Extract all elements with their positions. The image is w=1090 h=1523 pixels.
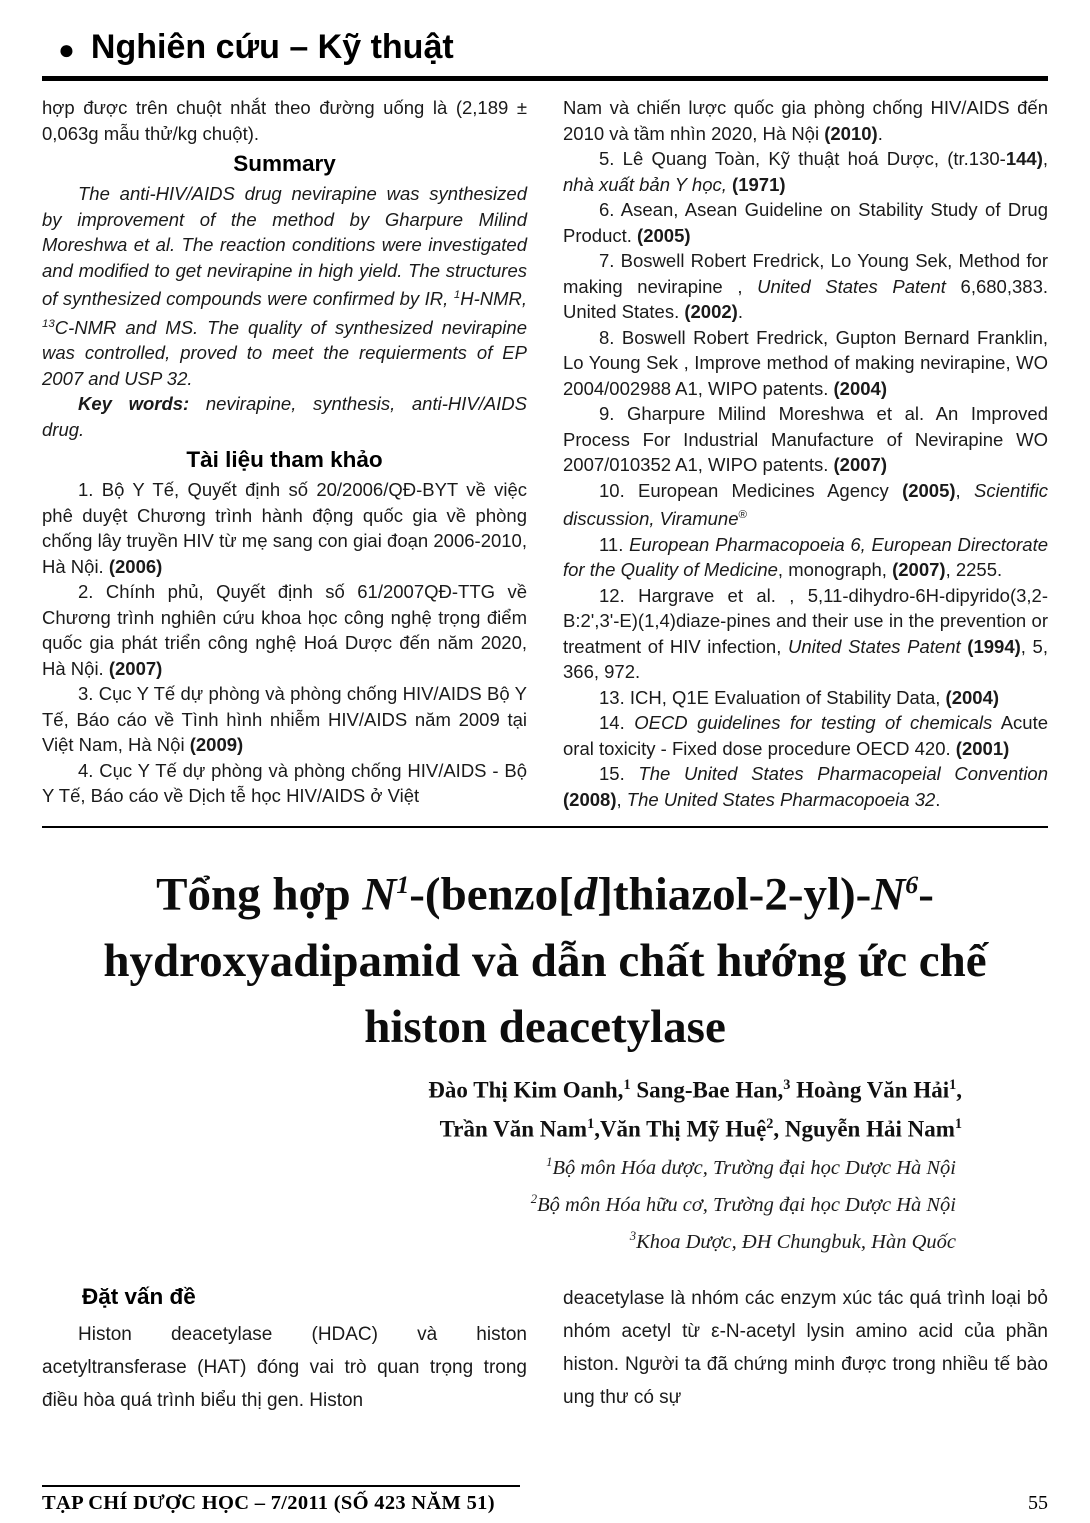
reference-item: 3. Cục Y Tế dự phòng và phòng chống HIV/AIDS Bộ Y Tế, Báo cáo về Tình hình nhiễm HIV/AIDS năm 2009 tại Việt Nam, Hà Nội (2009) (42, 683, 527, 756)
header-rule (42, 76, 1048, 81)
page-number: 55 (1028, 1492, 1048, 1514)
reference-item: 2. Chính phủ, Quyết định số 61/2007QĐ-TTG về Chương trình nghiên cứu khoa học công nghệ trọng điểm quốc gia phát triển công nghệ Hoá Dược đến năm 2020, Hà Nội. (2007) (42, 581, 527, 679)
reference-item: 5. Lê Quang Toàn, Kỹ thuật hoá Dược, (tr.130-144), nhà xuất bản Y học, (1971) (563, 148, 1048, 195)
reference-item: 6. Asean, Asean Guideline on Stability Study of Drug Product. (2005) (563, 199, 1048, 246)
intro-paragraph-left: Histon deacetylase (HDAC) và histon acetyltransferase (HAT) đóng vai trò quan trọng trong điều hòa quá trình biểu thị gen. Histon (42, 1323, 527, 1411)
bullet-icon: ● (58, 33, 75, 65)
title-line: hydroxyadipamid và dẫn chất hướng ức chế (103, 934, 987, 987)
affiliation-line: $^1$Bộ môn Hóa dược, Trường đại học Dược Hà Nội (546, 1155, 956, 1179)
authors-line: Đào Thị Kim Oanh,$^1$ Sang-Bae Han,$^3$ Hoàng Văn Hải$^1$, (428, 1076, 962, 1103)
article-title (42, 852, 1048, 1060)
page-header (42, 26, 1048, 81)
page-footer (42, 1485, 1048, 1515)
reference-item: 9. Gharpure Milind Moreshwa et al. An Improved Process For Industrial Manufacture of Nevirapine WO 2007/010352 A1, WIPO patents. (2007) (563, 403, 1048, 475)
footer-row (42, 1492, 1048, 1515)
reference-item: 11. European Pharmacopoeia 6, European Directorate for the Quality of Medicine, monograph, (2007), 2255. (563, 533, 1049, 581)
reference-item: 12. Hargrave et al. , 5,11-dihydro-6H-dipyrido(3,2-B:2',3'-E)(1,4)diaze-pines and their use in the prevention or treatment of HIV infection, United States Patent (1994), 5, 366, 972. (563, 584, 1048, 683)
authors-line: Trần Văn Nam$^1$,Văn Thị Mỹ Huệ$^2$, Nguyễn Hải Nam$^1$ (439, 1116, 962, 1143)
section-label: Nghiên cứu – Kỹ thuật (90, 28, 454, 66)
section-divider (42, 826, 1048, 828)
left-column (42, 95, 527, 812)
affiliation-line: $^3$Khoa Dược, ĐH Chungbuk, Hàn Quốc (629, 1228, 956, 1253)
reference-item: 15. The United States Pharmacopeial Convention (2008), The United States Pharmacopoeia 32. (563, 763, 1049, 810)
affiliation-line: $^2$Bộ môn Hóa hữu cơ, Trường đại học Dược Hà Nội (530, 1191, 956, 1216)
journal-line: TẠP CHÍ DƯỢC HỌC – 7/2011 (SỐ 423 NĂM 51) (42, 1492, 495, 1514)
summary-paragraph: The anti-HIV/AIDS drug nevirapine was synthesized by improvement of the method by Gharpure Milind Moreshwa et al. The reaction conditions were investigated and modified to get nevirapine in high yield. The structures of synthesized compounds were confirmed by IR, $^1$H-NMR, $^{13}$C-NMR and MS. The quality of synthesized nevirapine was controlled, proved to meet the requierments of EP 2007 and USP 32. (42, 183, 527, 389)
intro-paragraph-right: deacetylase là nhóm các enzym xúc tác quá trình loại bỏ nhóm acetyl từ ε-N-acetyl lysin amino acid của phần histon. Người ta đã chứng minh được trong nhiều tế bào ung thư có sự (563, 1287, 1048, 1408)
reference-item: 1. Bộ Y Tế, Quyết định số 20/2006/QĐ-BYT về việc phê duyệt Chương trình hành động quốc gia về phòng chống lây truyền HIV từ mẹ sang con giai đoạn 2006-2010, Hà Nội. (2006) (42, 479, 527, 577)
section-heading (42, 26, 1048, 67)
reference-item: 8. Boswell Robert Fredrick, Gupton Bernard Franklin, Lo Young Sek , Improve method of making nevirapine, WO 2004/002988 A1, WIPO patents. (2004) (563, 326, 1048, 399)
continued-reference: Nam và chiến lược quốc gia phòng chống HIV/AIDS đến 2010 và tầm nhìn 2020, Hà Nội (2010). (563, 97, 1048, 144)
intro-heading: Đặt vấn đề (82, 1283, 196, 1309)
title-line: histon deacetylase (364, 1000, 726, 1053)
continued-paragraph: hợp được trên chuột nhắt theo đường uống là (2,189 ± 0,063g mẫu thử/kg chuột). (42, 97, 527, 144)
reference-item: 13. ICH, Q1E Evaluation of Stability Data, (2004) (599, 686, 1000, 708)
references-heading: Tài liệu tham khảo (186, 447, 383, 473)
title-line: Tổng hợp $N^1-(benzo[d]thiazol-2-yl)-N^6-$ (156, 868, 934, 921)
reference-item: 14. OECD guidelines for testing of chemicals Acute oral toxicity - Fixed dose procedure OECD 420. (2001) (563, 712, 1048, 759)
reference-item: 7. Boswell Robert Fredrick, Lo Young Sek, Method for making nevirapine , United States Patent 6,680,383. United States. (2002). (563, 250, 1048, 322)
introduction-section (42, 1282, 1048, 1417)
reference-item: 4. Cục Y Tế dự phòng và phòng chống HIV/AIDS - Bộ Y Tế, Báo cáo về Dịch tễ học HIV/AIDS ở Việt (42, 759, 527, 807)
intro-right-column (563, 1282, 1048, 1417)
intro-left-column (42, 1282, 527, 1417)
footer-rule (42, 1485, 520, 1487)
summary-heading: Summary (233, 151, 336, 176)
keywords-paragraph: Key words: nevirapine, synthesis, anti-HIV/AIDS drug. (42, 393, 528, 440)
reference-item: 10. European Medicines Agency (2005), Scientific discussion, Viramune® (563, 479, 1049, 530)
references-section (42, 95, 1048, 812)
right-column (563, 95, 1048, 812)
